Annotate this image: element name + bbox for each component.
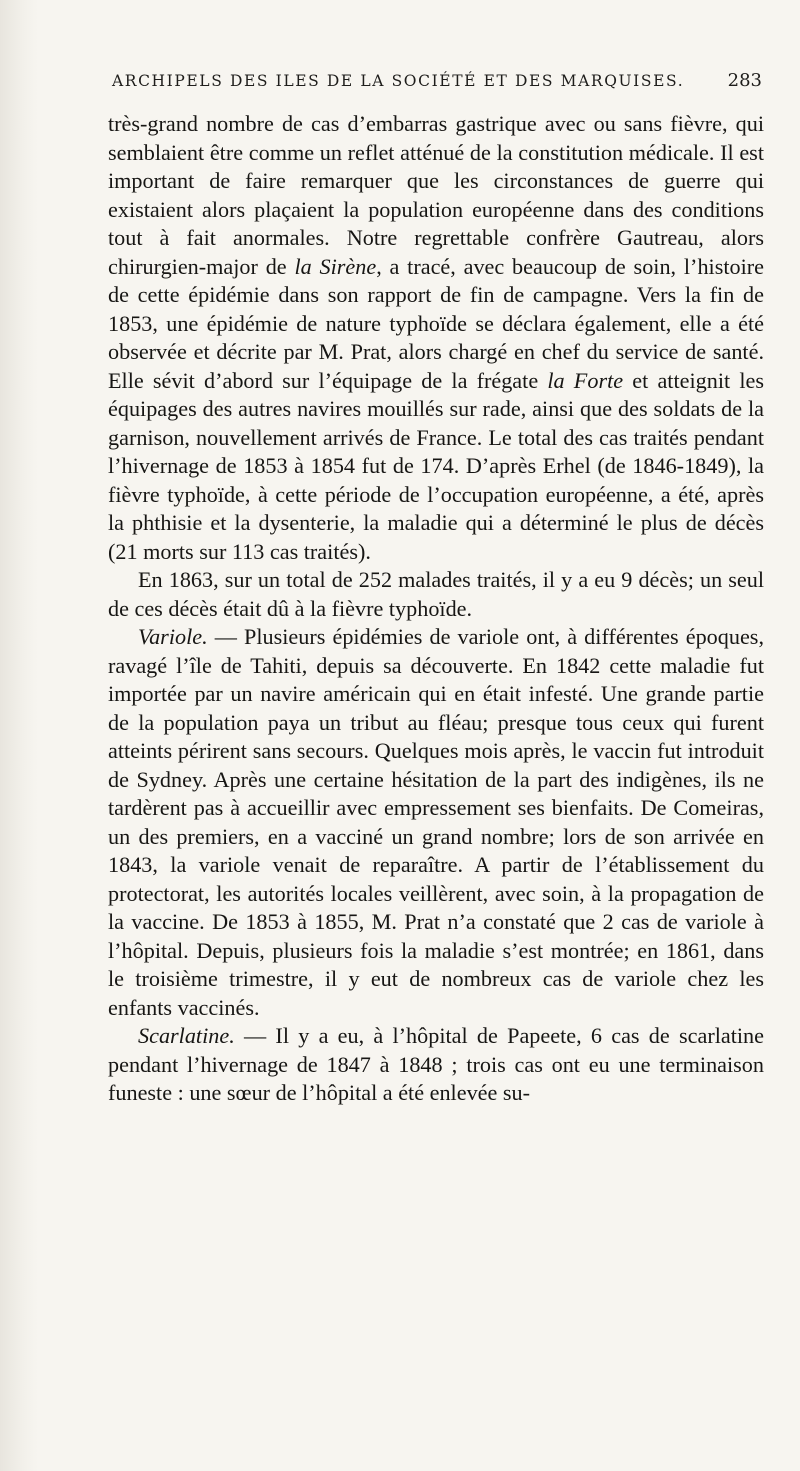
- paragraph-text: En 1863, sur un total de 252 malades traités, il y a eu 9 décès; un seul de ces décès était dû à la fièvre typhoïde.: [108, 567, 764, 621]
- paragraph-typhoid-epidemic: [108, 110, 764, 566]
- ship-name-forte: la Forte: [547, 367, 624, 393]
- ship-name-sirene: la Sirène: [294, 253, 377, 279]
- paragraph-text: — Il y a eu, à l’hôpital de Papeete, 6 cas de scarlatine pendant l’hivernage de 1847 à 1848 ; trois cas ont eu une terminaison funeste : une sœur de l’hôpital a été enlevée su-: [108, 1023, 764, 1105]
- paragraph-text: , a tracé, avec beaucoup de soin, l’histoire de cette épidémie dans son rapport de fin de campagne. Vers la fin de 1853, une épidémie de nature typhoïde se déclara également, elle a été observée et décrite par M. Prat, alors chargé en chef du service de santé. Elle sévit d’abord sur l’équipage de la frégate: [108, 253, 764, 393]
- paragraph-text: très-grand nombre de cas d’embarras gastrique avec ou sans fièvre, qui semblaient être comme un reflet atténué de la constitution médicale. Il est important de faire remarquer que les circonstances de guerre qui existaient alors plaçaient la population européenne dans des conditions tout à fait anormales. Notre regrettable confrère Gautreau, alors chirurgien-major de: [108, 111, 764, 279]
- page-number: 283: [727, 70, 762, 91]
- paragraph-1863-statistics: [108, 566, 764, 623]
- paragraph-text: et atteignit les équipages des autres navires mouillés sur rade, ainsi que des soldats de la garnison, nouvellement arrivés de France. Le total des cas traités pendant l’hivernage de 1853 à 1854 fut de 174. D’après Erhel (de 1846-1849), la fièvre typhoïde, à cette période de l’occupation européenne, a été, après la phthisie et la dysenterie, la maladie qui a déterminé le plus de décès (21 morts sur 113 cas traités).: [108, 367, 764, 564]
- binding-shadow: [0, 0, 38, 1471]
- paragraph-scarlatine: [108, 1022, 764, 1108]
- running-head: ARCHIPELS DES ILES DE LA SOCIÉTÉ ET DES MARQUISES.: [112, 72, 685, 90]
- section-title-variole: Variole.: [138, 624, 208, 649]
- paragraph-text: — Plusieurs épidémies de variole ont, à différentes époques, ravagé l’île de Tahiti, depuis sa découverte. En 1842 cette maladie fut importée par un navire américain qui en était infesté. Une grande partie de la population paya un tribut au fléau; presque tous ceux qui furent atteints périrent sans secours. Quelques mois après, le vaccin fut introduit de Sydney. Après une certaine hésitation de la part des indigènes, ils ne tardèrent pas à accueillir avec empressement ses bienfaits. De Comeiras, un des premiers, en a vacciné un grand nombre; lors de son arrivée en 1843, la variole venait de reparaître. A partir de l’établissement du protectorat, les autorités locales veillèrent, avec soin, à la propagation de la vaccine. De 1853 à 1855, M. Prat n’a constaté que 2 cas de variole à l’hôpital. Depuis, plusieurs fois la maladie s’est montrée; en 1861, dans le troisième trimestre, il y eut de nombreux cas de variole chez les enfants vaccinés.: [108, 624, 764, 1020]
- section-title-scarlatine: Scarlatine.: [138, 1023, 235, 1048]
- body-text: [108, 110, 764, 1108]
- paragraph-variole: [108, 623, 764, 1022]
- page-header: [112, 66, 762, 96]
